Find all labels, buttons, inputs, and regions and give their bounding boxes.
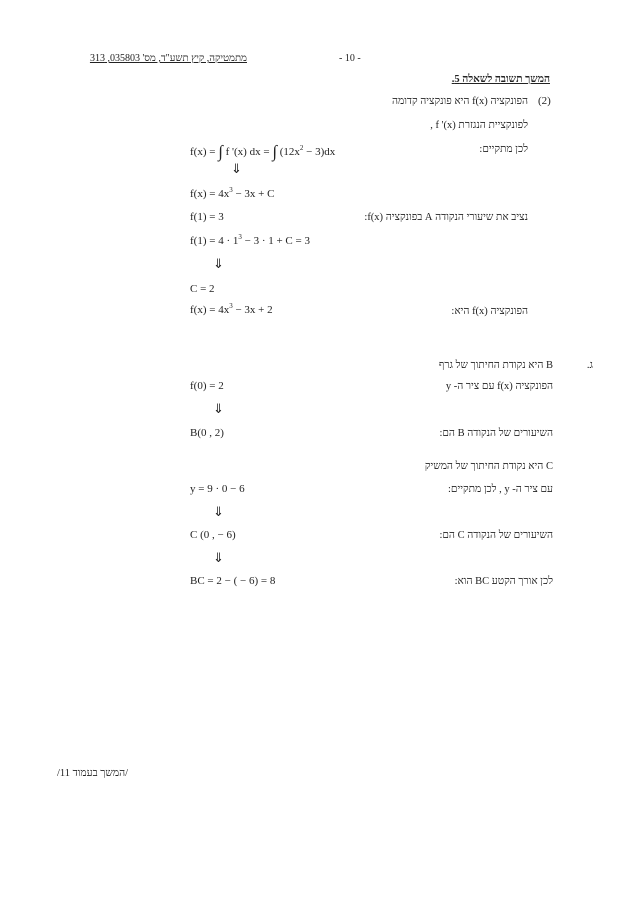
implies-arrow: ⇓ [213,401,224,416]
equation: y = 9 · 0 − 6 [190,483,245,495]
text-label: נציב את שיעורי הנקודה A בפונקציה f(x): [364,212,528,223]
equation-integral: f(x) = ∫ f '(x) dx = ∫ $(12x^2 - 3)dx$ [190,142,336,161]
text-label: לכן מתקיים: [479,144,528,155]
equation: C = 2 [190,283,215,295]
page-number: - 10 - [339,53,361,64]
section-title: המשך תשובה לשאלה 5. [451,74,550,85]
text-line: הפונקציה f(x) עם ציר ה- y [445,381,553,392]
implies-arrow: ⇓ [213,504,224,519]
header-info: מתמטיקה, קיץ תשע"ד, מס' 035803, 313 [89,53,247,64]
implies-arrow: ⇓ [213,256,224,271]
item-number: (2) [538,95,551,107]
equation: B(0 , 2) [190,427,224,439]
equation: $f(1) = 4 \cdot 1^3 - 3 \cdot 1 + C = 3$ [190,233,310,247]
item-number: ג. [586,360,593,371]
text-label: השיעורים של הנקודה B הם: [439,428,553,439]
text-line: C היא נקודת החיתוך של המשיק [424,461,553,472]
equation: f(1) = 3 [190,211,224,223]
text-line: עם ציר ה- y , לכן מתקיים: [447,484,553,495]
footer-continued: /המשך בעמוד 11/ [57,768,129,779]
equation: $f(x) = 4x^3 - 3x + C$ [190,186,275,200]
equation: f(0) = 2 [190,380,224,392]
text-line: הפונקציה f(x) היא פונקציה קדומה [391,96,528,107]
text-label: לכן אורך הקטע BC הוא: [454,576,553,587]
text-label: הפונקציה f(x) היא: [451,306,528,317]
text-line: לפונקציית הנגזרת f '(x) , [430,120,528,131]
implies-arrow: ⇓ [213,550,224,565]
equation: BC = 2 − ( − 6) = 8 [190,575,276,587]
text-label: השיעורים של הנקודה C הם: [439,530,553,541]
equation: $f(x) = 4x^3 - 3x + 2$ [190,302,273,316]
equation: C (0 , − 6) [190,529,236,541]
text-line: B היא נקודת החיתוך של גרף [438,360,553,371]
implies-arrow: ⇓ [231,161,242,176]
